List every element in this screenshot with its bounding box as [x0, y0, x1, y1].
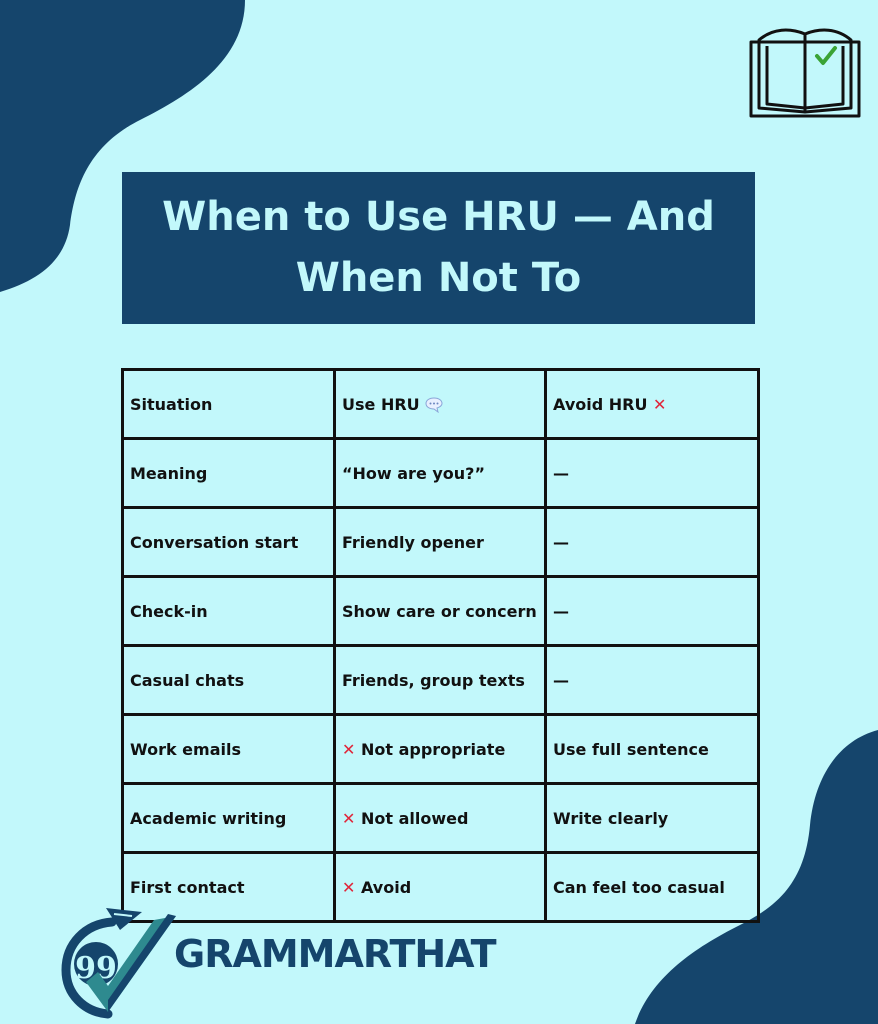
usage-table	[121, 368, 760, 923]
cross-mark-icon: ✕	[342, 808, 356, 828]
open-book-check-icon	[745, 20, 865, 120]
table-row	[123, 853, 759, 922]
cell-avoid: Write clearly	[546, 784, 759, 853]
speech-bubble-icon	[425, 397, 443, 413]
table-row	[123, 508, 759, 577]
table-row	[123, 784, 759, 853]
cell-use: Show care or concern	[335, 577, 546, 646]
page-title: When to Use HRU — And When Not To	[162, 194, 715, 301]
header-situation: Situation	[123, 370, 335, 439]
cell-situation: First contact	[123, 853, 335, 922]
cell-avoid: —	[546, 646, 759, 715]
table-row	[123, 646, 759, 715]
table-row	[123, 577, 759, 646]
table-row	[123, 439, 759, 508]
cell-use: Friendly opener	[335, 508, 546, 577]
header-avoid-hru: Avoid HRU ✕	[546, 370, 759, 439]
cross-mark-icon: ✕	[342, 739, 356, 759]
cross-mark-icon: ✕	[342, 877, 356, 897]
cross-mark-icon: ✕	[653, 394, 667, 414]
cell-use: Friends, group texts	[335, 646, 546, 715]
cell-situation: Meaning	[123, 439, 335, 508]
cell-avoid: Can feel too casual	[546, 853, 759, 922]
header-use-hru: Use HRU	[335, 370, 546, 439]
cell-avoid: —	[546, 577, 759, 646]
cell-situation: Check-in	[123, 577, 335, 646]
cell-avoid: —	[546, 508, 759, 577]
cell-use: ✕ Not appropriate	[335, 715, 546, 784]
cell-use: ✕ Avoid	[335, 853, 546, 922]
cell-avoid: Use full sentence	[546, 715, 759, 784]
svg-text:99: 99	[75, 951, 117, 986]
cell-use: “How are you?”	[335, 439, 546, 508]
title-banner	[122, 172, 755, 324]
cell-use: ✕ Not allowed	[335, 784, 546, 853]
cell-situation: Conversation start	[123, 508, 335, 577]
table-row	[123, 715, 759, 784]
cell-situation: Casual chats	[123, 646, 335, 715]
brand-name: GRAMMARTHAT	[174, 932, 496, 976]
cell-avoid: —	[546, 439, 759, 508]
table-header-row	[123, 370, 759, 439]
cell-situation: Academic writing	[123, 784, 335, 853]
cell-situation: Work emails	[123, 715, 335, 784]
